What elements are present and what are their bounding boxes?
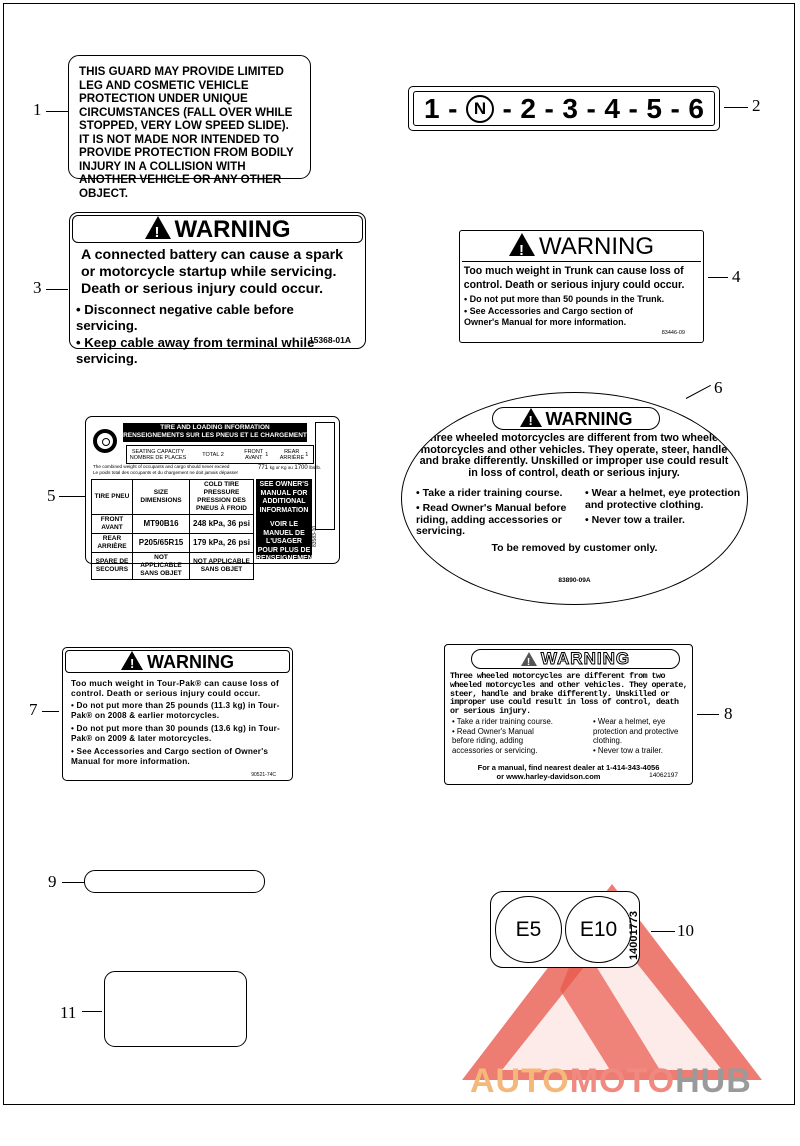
tire-side-box bbox=[315, 422, 335, 530]
tire-icon bbox=[93, 429, 117, 453]
label-4-bullet-2: • See Accessories and Cargo section of Owner's Manual for more information. bbox=[464, 306, 633, 327]
seating-capacity-label: SEATING CAPACITY NOMBRE DE PLACES bbox=[129, 448, 187, 461]
warning-header bbox=[462, 233, 701, 262]
gear-neutral: N bbox=[466, 95, 494, 123]
weight-limit-text: The combined weight of occupants and cargo should never exceed Le poids total des occupants et du chargement ne doit jamais dépasser bbox=[93, 464, 239, 475]
see-owner-box: SEE OWNER'S MANUAL FOR ADDITIONAL INFORMATION VOIR LE MANUEL DE L'USAGER POUR PLUS DE RENSEIGNEMENTS bbox=[256, 481, 322, 562]
label-4-bullet-1: • Do not put more than 50 pounds in the Trunk. bbox=[464, 294, 665, 304]
warning-triangle-icon bbox=[521, 652, 537, 666]
label-11-blank-plate bbox=[104, 971, 247, 1047]
gear-5: 5 bbox=[646, 92, 662, 124]
gear-dash: - bbox=[628, 92, 638, 124]
label-8-bullet: • Read Owner's Manual before riding, adding accessories or servicing. bbox=[452, 726, 538, 755]
leader-7 bbox=[42, 711, 59, 712]
label-6-removed-note: To be removed by customer only. bbox=[491, 542, 658, 554]
leader-8 bbox=[697, 714, 719, 715]
callout-10: 10 bbox=[677, 921, 694, 940]
seating-total: TOTAL 2 bbox=[202, 451, 224, 458]
label-3-part-number: 15368-01A bbox=[308, 335, 351, 345]
warning-triangle-icon bbox=[121, 651, 143, 670]
callout-6: 6 bbox=[714, 378, 723, 397]
label-6-part-number: 83890-09A bbox=[558, 577, 591, 584]
label-4-part-number: 83446-09 bbox=[661, 330, 685, 336]
tire-title-2: RENSEIGNEMENTS SUR LES PNEUS ET LE CHARGEMENT bbox=[123, 432, 307, 439]
table-row: REAR ARRIÈRE P205/65R15 179 kPa, 26 psi bbox=[92, 534, 254, 553]
label-6-bullet: • Take a rider training course. bbox=[416, 487, 563, 499]
label-8-three-wheel-warning bbox=[444, 644, 693, 785]
tire-title-1: TIRE AND LOADING INFORMATION bbox=[160, 424, 270, 431]
callout-4: 4 bbox=[732, 267, 741, 286]
label-6-left-bullets bbox=[416, 488, 580, 538]
gear-4: 4 bbox=[604, 92, 620, 124]
callout-11: 11 bbox=[60, 1003, 77, 1022]
label-4-trunk-warning bbox=[459, 230, 704, 343]
table-row: FRONT AVANT MT90B16 248 kPa, 36 psi bbox=[92, 515, 254, 534]
label-7-main: Too much weight in Tour-Pak® can cause loss of control. Death or serious injury could occur. bbox=[71, 678, 280, 698]
gear-dash: - bbox=[586, 92, 596, 124]
gear-dash: - bbox=[544, 92, 554, 124]
callout-7: 7 bbox=[29, 700, 38, 719]
label-2-gear-indicator bbox=[408, 86, 720, 131]
label-8-right-bullets bbox=[593, 717, 683, 755]
gear-sequence bbox=[413, 91, 715, 126]
gear-dash: - bbox=[670, 92, 680, 124]
leader-11 bbox=[82, 1011, 102, 1012]
seating-rear: REAR ARRIÈRE 1 bbox=[279, 448, 309, 461]
warning-triangle-icon bbox=[509, 233, 535, 256]
warning-title: WARNING bbox=[147, 652, 234, 672]
label-3-main: A connected battery can cause a spark or motorcycle startup while servicing. Death or serious injury could occur. bbox=[81, 247, 344, 297]
watermark-auto: AUTO bbox=[470, 1062, 570, 1100]
warning-title: WARNING bbox=[540, 649, 631, 668]
warning-title: WARNING bbox=[545, 409, 633, 429]
label-7-bullet-2: • Do not put more than 30 pounds (13.6 kg) in Tour-Pak® on 2009 & later motorcycles. bbox=[71, 724, 280, 743]
warning-triangle-icon bbox=[520, 408, 542, 427]
leader-4 bbox=[708, 277, 728, 278]
label-7-tourpak-warning bbox=[62, 647, 293, 781]
warning-triangle-icon bbox=[145, 216, 171, 239]
label-8-footer: For a manual, find nearest dealer at 1-414-343-4056 or www.harley-davidson.com bbox=[477, 763, 660, 781]
label-5-part-number: 83583-10 bbox=[312, 525, 318, 547]
leader-5 bbox=[59, 496, 85, 497]
label-3-bullet-1: • Disconnect negative cable before servicing. bbox=[76, 302, 294, 333]
callout-8: 8 bbox=[724, 704, 733, 723]
gear-3: 3 bbox=[562, 92, 578, 124]
seating-box bbox=[126, 445, 314, 464]
label-6-bullet: • Read Owner's Manual before riding, adding accessories or servicing. bbox=[416, 501, 567, 538]
label-8-part-number: 14062197 bbox=[649, 772, 678, 779]
label-8-left-bullets bbox=[452, 717, 582, 755]
label-7-part-number: 90521-74C bbox=[251, 772, 276, 778]
label-4-main: Too much weight in Trunk can cause loss of control. Death or serious injury could occur. bbox=[463, 265, 685, 291]
weight-values: 771 kg or Kg ou 1700 lbs lb. bbox=[258, 465, 322, 471]
tire-table bbox=[91, 479, 254, 580]
label-3-bullet-2: • Keep cable away from terminal while servicing. bbox=[76, 335, 315, 366]
label-3-battery-warning bbox=[69, 212, 366, 366]
tire-title-bar bbox=[123, 423, 307, 442]
warning-header bbox=[72, 215, 363, 243]
label-8-bullet: • Never tow a trailer. bbox=[593, 745, 663, 755]
gear-dash: - bbox=[502, 92, 512, 124]
warning-title: WARNING bbox=[538, 233, 655, 260]
leader-9 bbox=[62, 882, 84, 883]
watermark-hub: HUB bbox=[675, 1062, 752, 1100]
gear-2: 2 bbox=[520, 92, 536, 124]
watermark-text bbox=[470, 1062, 752, 1101]
label-10-fuel-label bbox=[490, 891, 640, 968]
warning-header bbox=[471, 649, 680, 669]
e5-badge: E5 bbox=[495, 896, 562, 963]
gear-6: 6 bbox=[688, 92, 704, 124]
watermark-moto: MOTO bbox=[569, 1062, 676, 1100]
gear-dash: - bbox=[448, 92, 458, 124]
label-1-guard-notice bbox=[68, 55, 311, 200]
leader-1 bbox=[46, 111, 68, 112]
callout-3: 3 bbox=[33, 278, 42, 297]
callout-5: 5 bbox=[47, 486, 56, 505]
label-10-part-number: 14001773 bbox=[628, 911, 640, 960]
callout-1: 1 bbox=[33, 100, 42, 119]
leader-10 bbox=[651, 931, 675, 932]
gear-1: 1 bbox=[424, 92, 440, 124]
label-7-bullet-1: • Do not put more than 25 pounds (11.3 kg) in Tour-Pak® on 2008 & earlier motorcycles. bbox=[71, 701, 280, 720]
callout-2: 2 bbox=[752, 96, 761, 115]
label-1-text: THIS GUARD MAY PROVIDE LIMITED LEG AND COSMETIC VEHICLE PROTECTION UNDER UNIQUE CIRCUMSTANCES (FALL OVER WHILE STOPPED, VERY LOW SPEED SLIDE). IT IS NOT MADE NOR INTENDED TO PROVIDE PROTECTION FROM BODILY INJURY IN A COLLISION WITH ANOTHER VEHICLE OR ANY OTHER OBJECT. bbox=[79, 65, 294, 200]
label-5-tire-loading-info bbox=[85, 416, 340, 577]
seating-front: FRONT AVANT 1 bbox=[244, 448, 269, 461]
label-9-blank-strip bbox=[84, 870, 265, 893]
label-8-main: Three wheeled motorcycles are different from two wheeled motorcycles and other vehicles. They operate, steer, handle and brake differently. Unskilled or improper use could result in loss of control, death or serious injury. bbox=[450, 672, 688, 717]
label-6-bullet: • Wear a helmet, eye protection and protective clothing. bbox=[585, 487, 741, 511]
warning-title: WARNING bbox=[174, 216, 291, 243]
label-6-three-wheel-warning bbox=[401, 392, 748, 605]
leader-3 bbox=[46, 289, 68, 290]
label-8-bullet: • Take a rider training course. bbox=[452, 717, 553, 726]
leader-2 bbox=[724, 107, 748, 108]
table-header-row: TIRE PNEU SIZE DIMENSIONS COLD TIRE PRESSURE PRESSION DES PNEUS À FROID bbox=[92, 480, 254, 515]
label-6-bullet: • Never tow a trailer. bbox=[585, 513, 685, 526]
table-row: SPARE DE SECOURS NOT APPLICABLE SANS OBJET NOT APPLICABLE SANS OBJET bbox=[92, 553, 254, 580]
label-6-main: Three wheeled motorcycles are different from two wheeled motorcycles and other vehicles. They operate, steer, handle and brake differently. Unskilled or improper use could result in loss of control, death or serious injury. bbox=[419, 432, 729, 479]
warning-header bbox=[65, 650, 290, 673]
callout-9: 9 bbox=[48, 872, 57, 891]
label-8-bullet: • Wear a helmet, eye protection and protective clothing. bbox=[593, 717, 679, 745]
warning-header bbox=[492, 407, 660, 430]
e10-badge: E10 bbox=[565, 896, 632, 963]
label-7-bullet-3: • See Accessories and Cargo section of Owner's Manual for more information. bbox=[71, 747, 269, 766]
label-6-right-bullets bbox=[585, 488, 745, 526]
